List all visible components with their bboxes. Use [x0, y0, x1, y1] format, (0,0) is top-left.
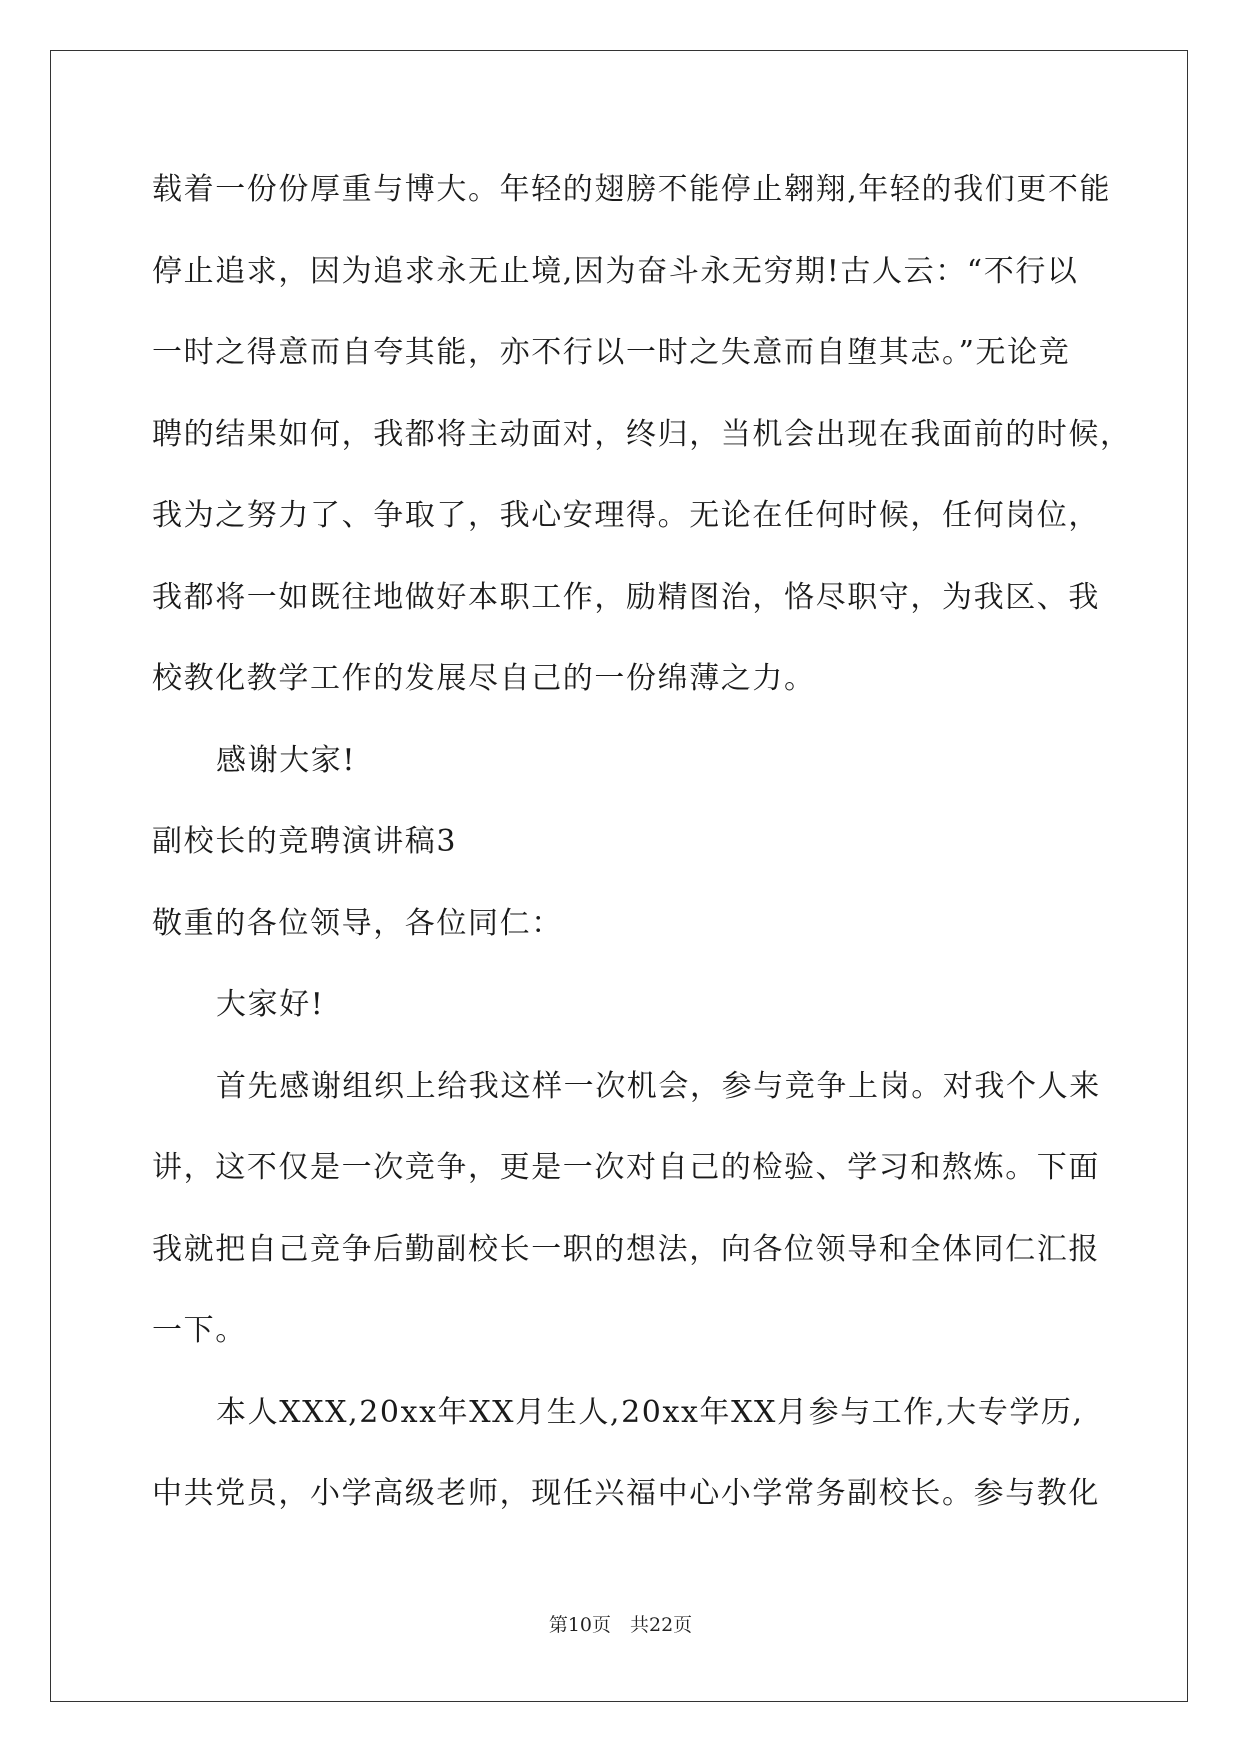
text-line-14: 我就把自己竞争后勤副校长一职的想法，向各位领导和全体同仁汇报 [152, 1231, 1100, 1267]
text-line-5: 我为之努力了、争取了，我心安理得。无论在任何时候，任何岗位， [152, 498, 1100, 533]
section-title: 副校长的竞聘演讲稿3 [152, 824, 458, 859]
text-line-4: 聘的结果如何，我都将主动面对，终归，当机会出现在我面前的时候， [152, 416, 1132, 452]
text-line-17: 中共党员，小学高级老师，现任兴福中心小学常务副校长。参与教化 [152, 1476, 1100, 1511]
text-line-2: 停止追求，因为追求永无止境,因为奋斗永无穷期!古人云：“不行以 [152, 253, 1079, 289]
salutation: 敬重的各位领导，各位同仁： [152, 905, 563, 941]
page-number-footer: 第10页 共22页 [548, 1614, 693, 1636]
text-line-1: 载着一份份厚重与博大。年轻的翅膀不能停止翱翔,年轻的我们更不能 [152, 172, 1112, 207]
text-line-6: 我都将一如既往地做好本职工作，励精图治，恪尽职守，为我区、我 [152, 579, 1100, 615]
text-line-15: 一下。 [152, 1313, 247, 1348]
text-line-3: 一时之得意而自夸其能，亦不行以一时之失意而自堕其志。”无论竞 [152, 335, 1071, 370]
text-line-7: 校教化教学工作的发展尽自己的一份绵薄之力。 [152, 661, 816, 696]
document-body [152, 158, 1132, 1544]
closing-thanks: 感谢大家! [216, 742, 357, 778]
greeting: 大家好! [216, 987, 325, 1022]
text-line-13: 讲，这不仅是一次竞争，更是一次对自己的检验、学习和熬炼。下面 [152, 1150, 1100, 1185]
text-line-12: 首先感谢组织上给我这样一次机会，参与竞争上岗。对我个人来 [216, 1068, 1101, 1104]
text-line-16: 本人XXX,20xx年XX月生人,20xx年XX月参与工作,大专学历, [216, 1394, 1084, 1430]
